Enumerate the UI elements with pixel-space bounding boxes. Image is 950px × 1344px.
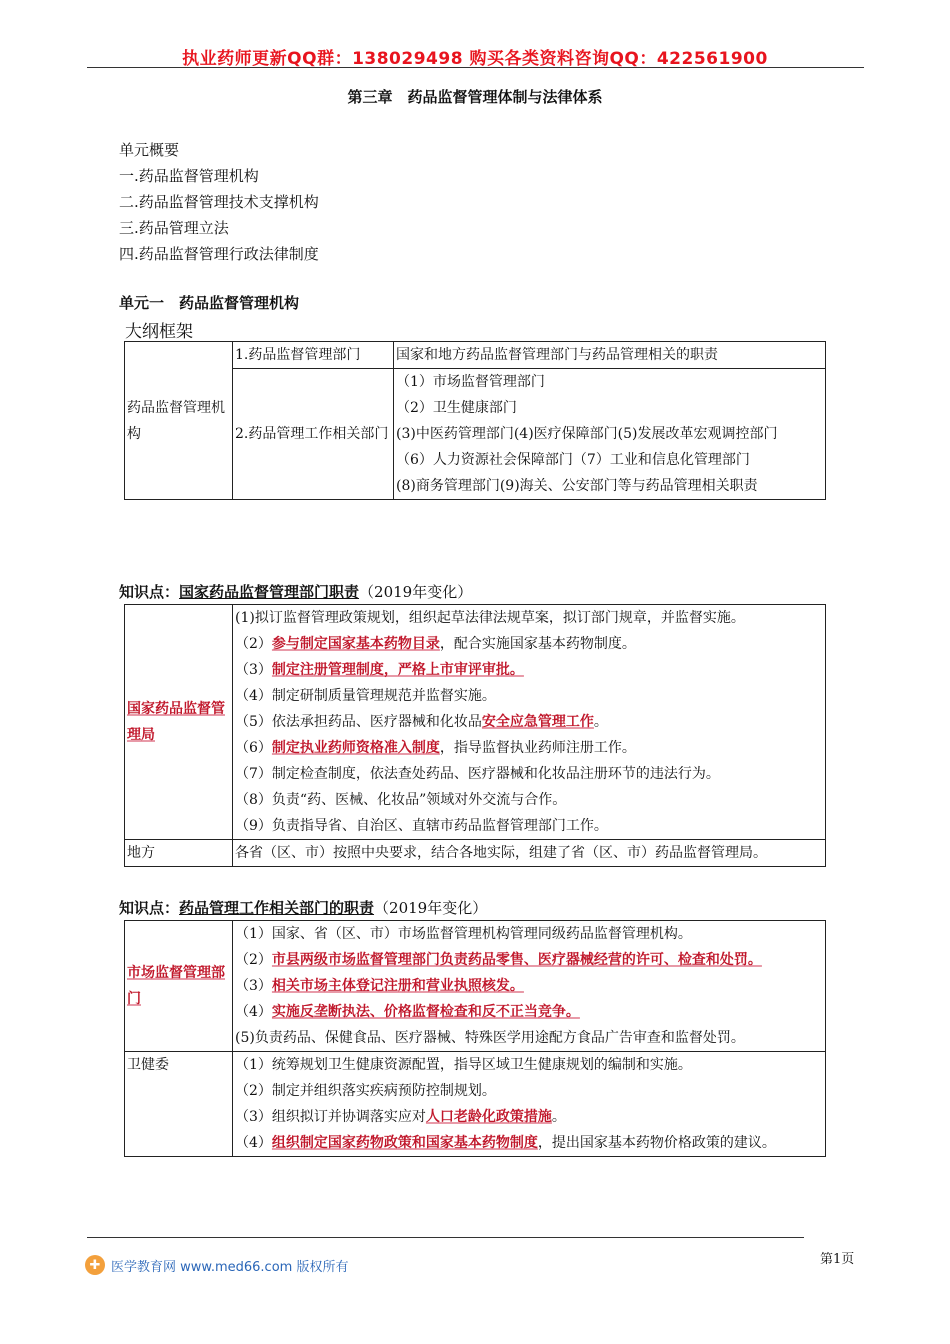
duty-line: （9）负责指导省、自治区、直辖市药品监督管理部门工作。: [235, 818, 608, 834]
kp-year: （2019年变化）: [359, 583, 473, 601]
duty-line: （7）制定检查制度，依法查处药品、医疗器械和化妆品注册环节的违法行为。: [235, 766, 720, 782]
outline-sub2-content: [394, 369, 826, 500]
duty-line: （3）组织拟订并协调落实应对人口老龄化政策措施。: [235, 1109, 566, 1125]
duty-highlight: 制定执业药师资格准入制度: [271, 740, 440, 756]
duty-line: (5)负责药品、保健食品、医疗器械、特殊医学用途配方食品广告审查和监督处罚。: [235, 1030, 745, 1046]
duty-highlight: 人口老龄化政策措施: [425, 1109, 552, 1125]
med66-logo-icon: ✚: [85, 1255, 105, 1275]
outline-sub2-label: 2.药品管理工作相关部门: [233, 369, 394, 500]
duty-highlight: 安全应急管理工作: [481, 714, 594, 730]
nmpa-label-cell: [125, 605, 233, 840]
chapter-title: 第三章 药品监督管理体制与法律体系: [347, 88, 603, 106]
duty-line: （4）组织制定国家药物政策和国家基本药物制度，提出国家基本药物价格政策的建议。: [235, 1135, 776, 1151]
duty-line: （4）实施反垄断执法、价格监督检查和反不正当竞争。: [235, 1004, 580, 1020]
outline-line: （6）人力资源社会保障部门（7）工业和信息化管理部门: [396, 452, 750, 468]
duty-line: （3）制定注册管理制度，严格上市审评审批。: [235, 662, 524, 678]
duty-line: （3）相关市场主体登记注册和营业执照核发。: [235, 978, 524, 994]
footer-logo: [85, 1255, 348, 1275]
knowledge-point-1-heading: [119, 581, 472, 602]
duty-line: （1）统筹规划卫生健康资源配置，指导区域卫生健康规划的编制和实施。: [235, 1057, 692, 1073]
market-label-cell: [125, 921, 233, 1052]
market-duties: [233, 921, 826, 1052]
duty-highlight: 相关市场主体登记注册和营业执照核发。: [271, 978, 524, 994]
overview-heading: 单元概要: [119, 141, 180, 159]
outline-sub1-content: 国家和地方药品监督管理部门与药品管理相关的职责: [394, 342, 826, 369]
nmpa-duties: [233, 605, 826, 840]
market-label: 市场监督管理部门: [127, 965, 225, 1007]
duty-line: （8）负责“药、医械、化妆品”领域对外交流与合作。: [235, 792, 567, 808]
duty-line: （2）制定并组织落实疾病预防控制规划。: [235, 1083, 496, 1099]
health-label: 卫健委: [125, 1052, 233, 1157]
duty-highlight: 实施反垄断执法、价格监督检查和反不正当竞争。: [271, 1004, 580, 1020]
overview-item: 一.药品监督管理机构: [119, 167, 259, 185]
kp-prefix: 知识点：: [119, 899, 180, 917]
outline-label: 大纲框架: [125, 322, 193, 342]
unit-overview: [119, 137, 319, 267]
outline-line: (8)商务管理部门(9)海关、公安部门等与药品管理相关职责: [396, 478, 758, 494]
overview-item: 四.药品监督管理行政法律制度: [119, 245, 319, 263]
page-number: 第1页: [820, 1252, 855, 1267]
duty-highlight: 参与制定国家基本药物目录: [271, 636, 440, 652]
duty-line: （2）市县两级市场监督管理部门负责药品零售、医疗器械经营的许可、检查和处罚。: [235, 952, 762, 968]
overview-item: 二.药品监督管理技术支撑机构: [119, 193, 319, 211]
national-fda-duties-table: [124, 604, 826, 867]
footer-rule: [87, 1237, 804, 1238]
duty-highlight: 制定注册管理制度，严格上市审评审批。: [271, 662, 524, 678]
unit1-title: 单元一 药品监督管理机构: [119, 294, 300, 312]
outline-line: （2）卫生健康部门: [396, 400, 517, 416]
outline-row-header: 药品监督管理机构: [125, 342, 233, 500]
knowledge-point-2-heading: [119, 897, 487, 918]
duty-line: （6）制定执业药师资格准入制度，指导监督执业药师注册工作。: [235, 740, 636, 756]
kp-topic: 药品管理工作相关部门的职责: [179, 899, 375, 917]
nmpa-label: 国家药品监督管理局: [127, 701, 225, 743]
duty-highlight: 市县两级市场监督管理部门负责药品零售、医疗器械经营的许可、检查和处罚。: [271, 952, 762, 968]
kp-prefix: 知识点：: [119, 583, 180, 601]
header-banner: 执业药师更新QQ群：138029498 购买各类资料咨询QQ：422561900: [182, 49, 768, 69]
kp-topic: 国家药品监督管理部门职责: [179, 583, 360, 601]
local-content: 各省（区、市）按照中央要求，结合各地实际，组建了省（区、市）药品监督管理局。: [233, 840, 826, 867]
footer-logo-text: 医学教育网 www.med66.com 版权所有: [111, 1259, 349, 1275]
duty-line: （4）制定研制质量管理规范并监督实施。: [235, 688, 496, 704]
header-rule: [87, 67, 864, 68]
local-label: 地方: [125, 840, 233, 867]
health-duties: [233, 1052, 826, 1157]
duty-line: （5）依法承担药品、医疗器械和化妆品安全应急管理工作。: [235, 714, 608, 730]
related-departments-table: [124, 920, 826, 1157]
outline-line: （1）市场监督管理部门: [396, 374, 545, 390]
overview-item: 三.药品管理立法: [119, 219, 229, 237]
duty-line: （2）参与制定国家基本药物目录，配合实施国家基本药物制度。: [235, 636, 636, 652]
duty-highlight: 组织制定国家药物政策和国家基本药物制度: [271, 1135, 538, 1151]
outline-line: (3)中医药管理部门(4)医疗保障部门(5)发展改革宏观调控部门: [396, 426, 778, 442]
kp-year: （2019年变化）: [374, 899, 488, 917]
outline-sub1-label: 1.药品监督管理部门: [233, 342, 394, 369]
outline-table: [124, 341, 826, 500]
duty-line: （1）国家、省（区、市）市场监督管理机构管理同级药品监督管理机构。: [235, 926, 692, 942]
duty-line: (1)拟订监督管理政策规划，组织起草法律法规草案，拟订部门规章，并监督实施。: [235, 610, 745, 626]
